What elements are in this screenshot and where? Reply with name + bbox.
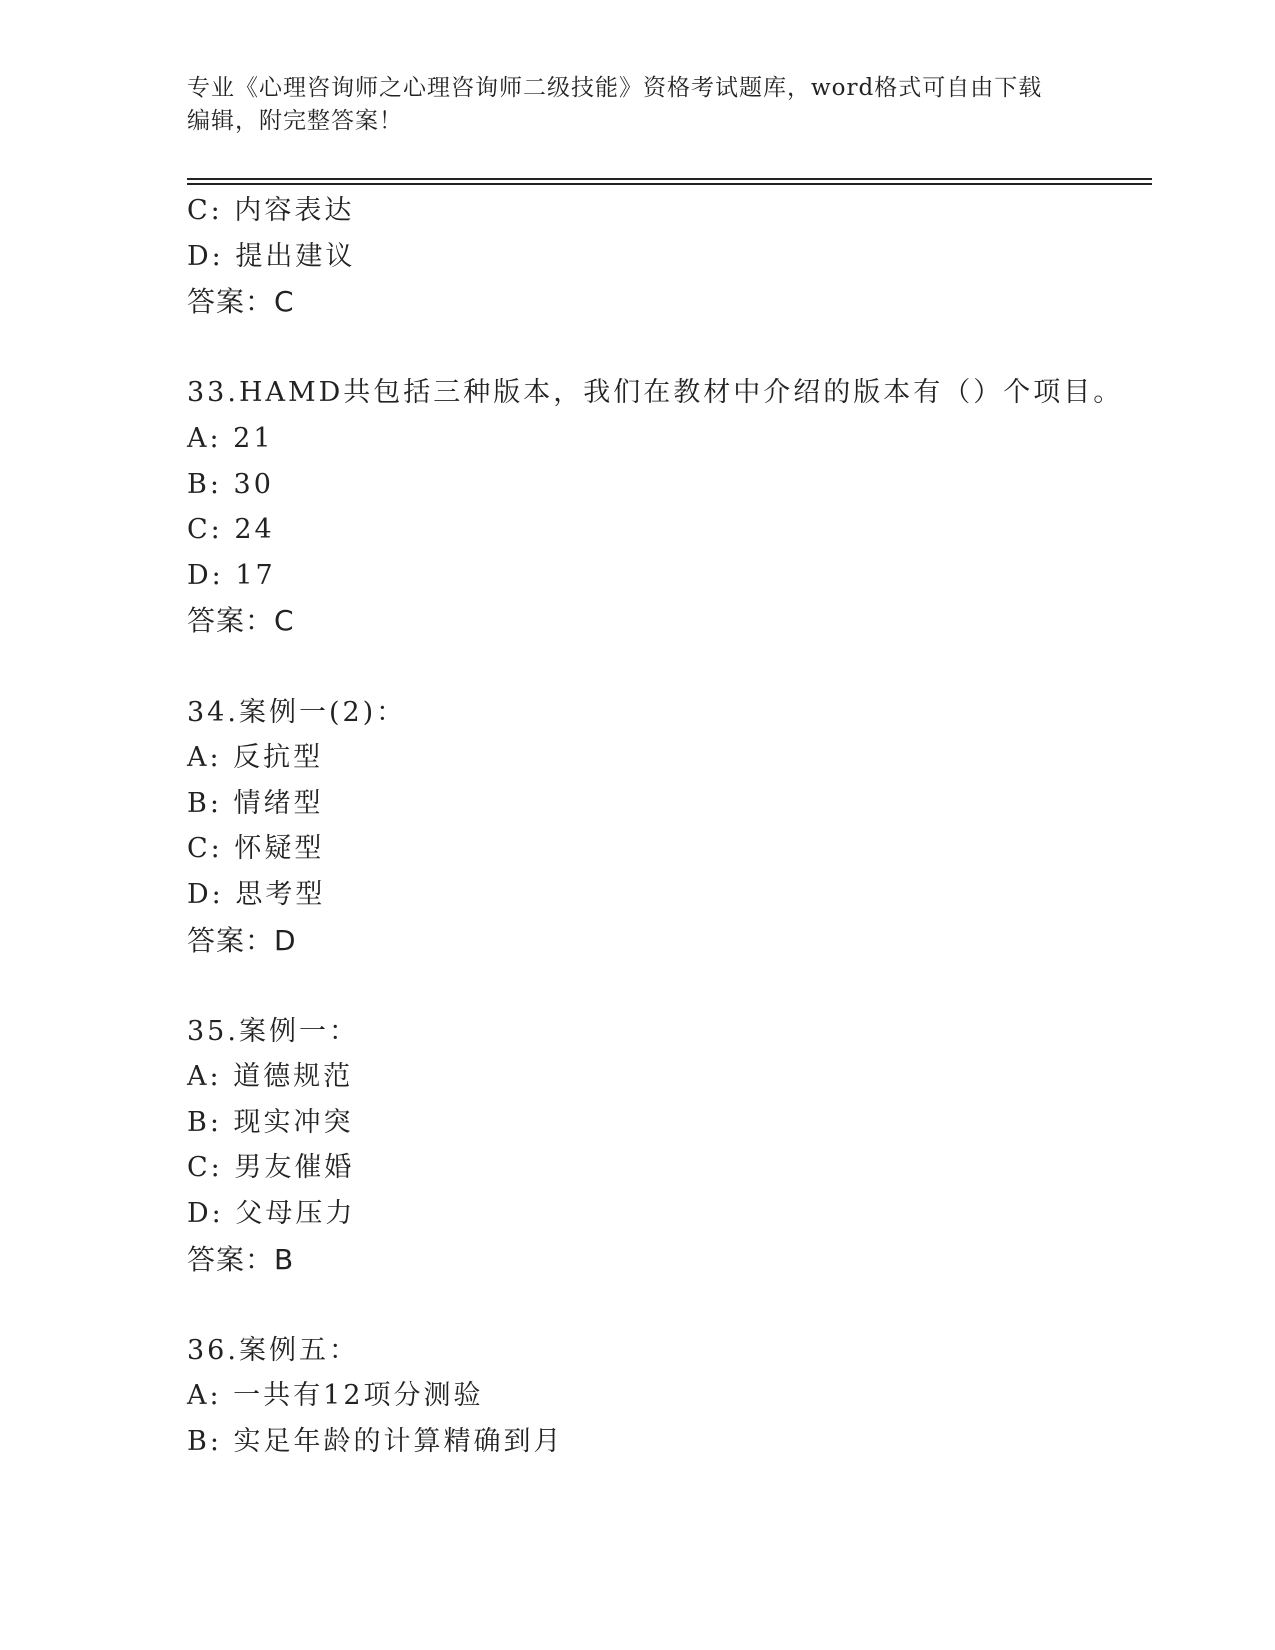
header-divider-bottom	[187, 183, 1152, 185]
answer: 答案：C	[187, 285, 295, 319]
option-b: B: 现实冲突	[187, 1106, 354, 1138]
answer: 答案：B	[187, 1242, 295, 1276]
option-b: B: 情绪型	[187, 787, 324, 819]
option-b: B: 30	[187, 468, 274, 500]
question-block-36	[187, 1328, 1152, 1465]
header-line-2: 编辑，附完整答案！	[187, 108, 403, 134]
question-block-35	[187, 1009, 1152, 1283]
question-text: 36.案例五：	[187, 1334, 359, 1366]
option-b: B: 实足年龄的计算精确到月	[187, 1426, 564, 1458]
question-block-32	[187, 188, 1152, 325]
question-block-34	[187, 690, 1152, 964]
option-a: A: 21	[187, 422, 274, 454]
spacer	[187, 963, 1152, 1009]
answer: 答案：D	[187, 923, 297, 957]
spacer	[187, 644, 1152, 690]
option-d: D: 提出建议	[187, 240, 356, 272]
question-text: 35.案例一：	[187, 1015, 359, 1047]
option-a: A: 道德规范	[187, 1061, 354, 1093]
spacer	[187, 1282, 1152, 1328]
header-divider-top	[187, 178, 1152, 180]
option-c: C: 内容表达	[187, 195, 355, 226]
question-text: 33.HAMD共包括三种版本，我们在教材中介绍的版本有（）个项目。	[187, 377, 1124, 409]
header-line-1: 专业《心理咨询师之心理咨询师二级技能》资格考试题库，word格式可自由下载	[187, 75, 1043, 101]
option-d: D: 17	[187, 559, 276, 591]
option-c: C: 24	[187, 514, 275, 546]
option-a: A: 一共有12项分测验	[187, 1380, 484, 1412]
question-list	[187, 188, 1152, 1465]
question-block-33	[187, 370, 1152, 644]
document-header	[187, 72, 1067, 138]
option-c: C: 男友催婚	[187, 1152, 355, 1184]
question-text: 34.案例一(2)：	[187, 696, 407, 728]
option-c: C: 怀疑型	[187, 833, 325, 865]
answer: 答案：C	[187, 604, 295, 638]
option-a: A: 反抗型	[187, 742, 324, 774]
option-d: D: 父母压力	[187, 1198, 356, 1230]
option-d: D: 思考型	[187, 878, 326, 910]
spacer	[187, 325, 1152, 371]
